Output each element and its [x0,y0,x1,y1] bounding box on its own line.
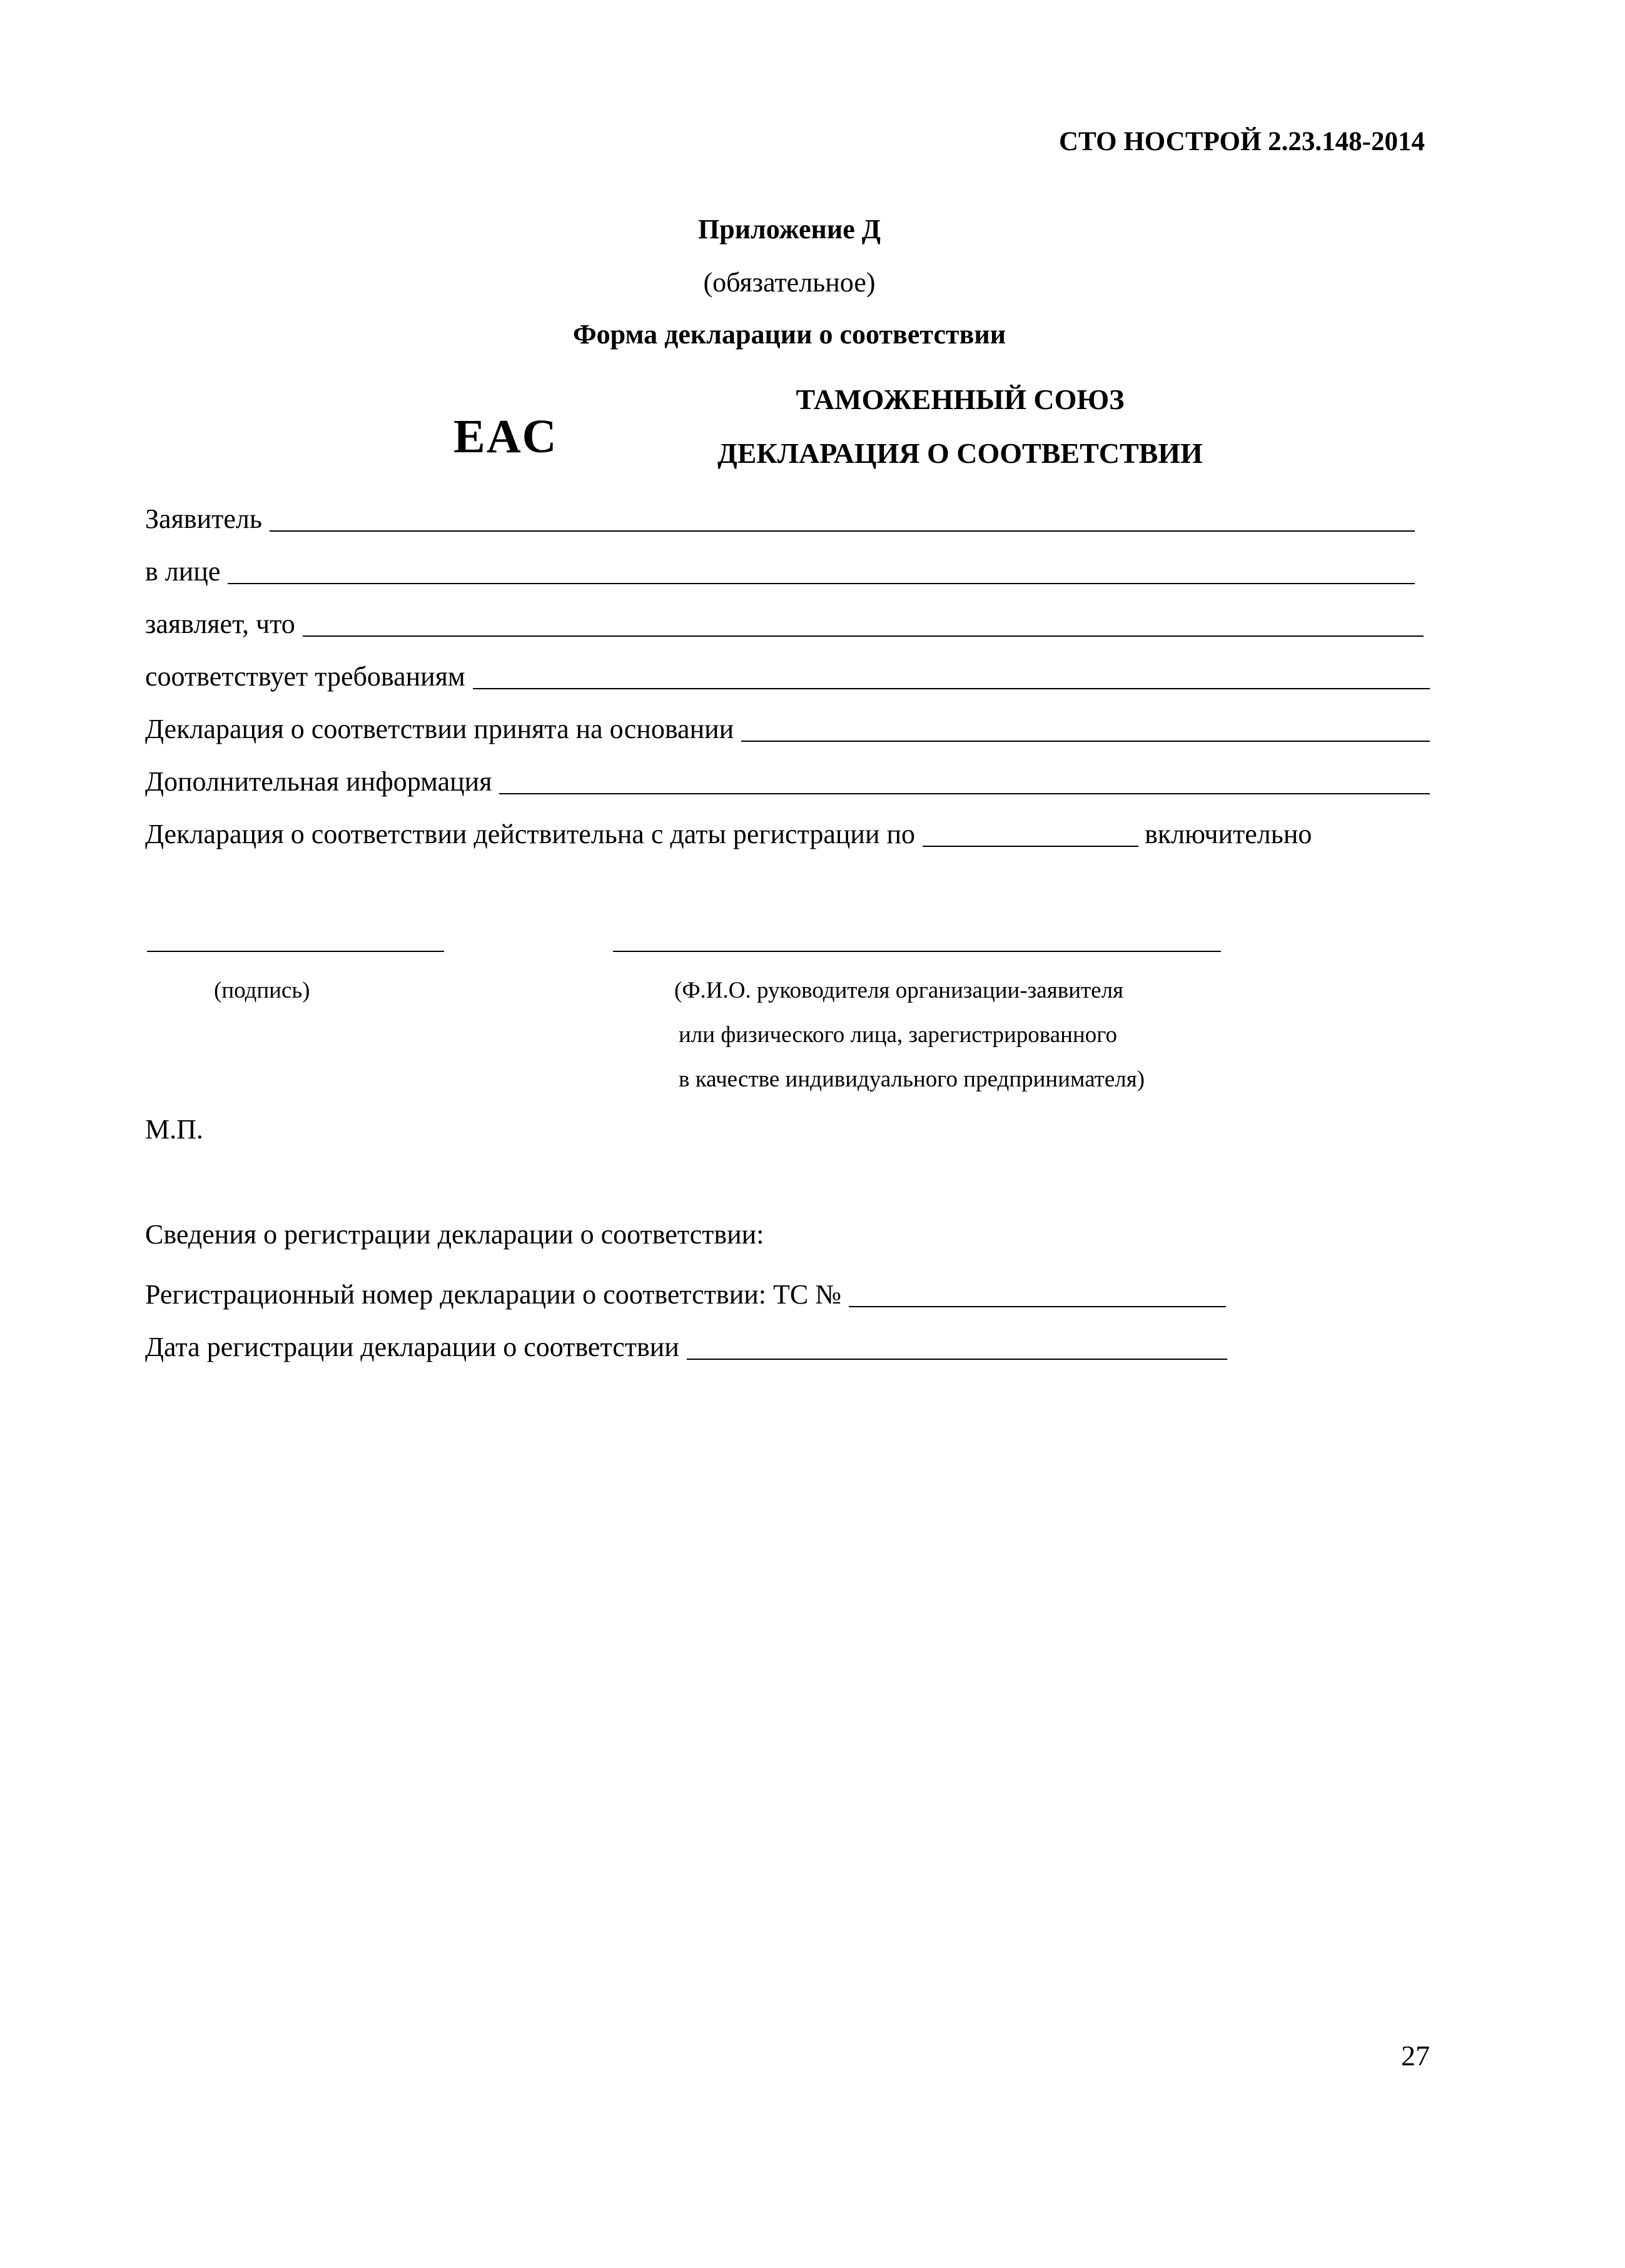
in-person-field [145,558,1415,585]
registration-date-line[interactable] [687,1359,1227,1360]
name-line[interactable] [613,951,1221,952]
validity-label: Декларация о соответствии действительна с даты регистрации по [145,819,916,849]
validity-date-line[interactable] [923,846,1138,847]
complies-label: соответствует требованиям [145,661,465,692]
complies-field [145,663,1430,691]
basis-label: Декларация о соответствии принята на основании [145,714,734,744]
stamp-label: М.П. [145,1114,203,1145]
registration-date-field [145,1334,1227,1361]
declares-label: заявляет, что [145,609,295,639]
registration-date-label: Дата регистрации декларации о соответствии [145,1332,679,1362]
in-person-line[interactable] [228,583,1415,584]
registration-number-field [145,1281,1226,1309]
name-caption-line2: или физического лица, зарегистрированного [679,1022,1118,1048]
applicant-label: Заявитель [145,504,262,534]
additional-label: Дополнительная информация [145,766,492,797]
applicant-line[interactable] [270,530,1415,532]
additional-line[interactable] [499,793,1430,794]
standard-code: СТО НОСТРОЙ 2.23.148-2014 [1059,127,1425,156]
appendix-status: (обязательное) [703,267,876,298]
validity-tail: включительно [1145,819,1312,849]
name-caption-line3: в качестве индивидуального предпринимателя) [679,1066,1145,1092]
declares-line[interactable] [303,635,1424,637]
registration-heading: Сведения о регистрации декларации о соответствии: [145,1219,764,1250]
page-number: 27 [1401,2040,1430,2072]
signature-caption: (подпись) [214,978,310,1003]
registration-number-label: Регистрационный номер декларации о соответствии: ТС № [145,1279,842,1310]
additional-field [145,768,1430,796]
declaration-heading: ДЕКЛАРАЦИЯ О СООТВЕТСТВИИ [717,437,1203,469]
basis-line[interactable] [741,741,1430,742]
declares-field [145,610,1424,638]
applicant-field [145,505,1415,533]
validity-field [145,821,1430,848]
registration-number-line[interactable] [849,1306,1226,1307]
customs-union-heading: ТАМОЖЕННЫЙ СОЮЗ [796,383,1125,415]
signature-line[interactable] [147,951,444,952]
eac-mark: EAC [453,410,558,463]
basis-field [145,716,1430,743]
name-caption-line1: (Ф.И.О. руководителя организации-заявителя [674,978,1124,1003]
in-person-label: в лице [145,556,221,587]
form-title: Форма декларации о соответствии [572,319,1006,350]
appendix-title: Приложение Д [698,214,881,245]
complies-line[interactable] [473,688,1430,689]
